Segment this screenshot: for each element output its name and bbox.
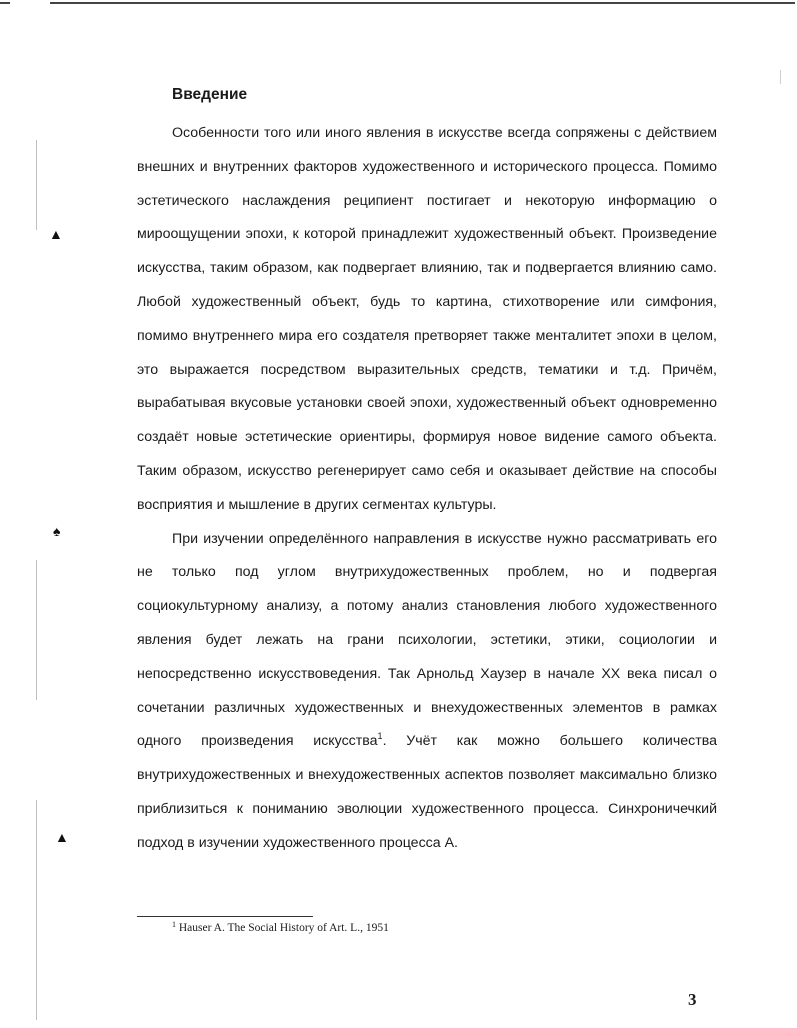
paragraph-text: При изучении определённого направления в искусстве нужно рассматривать его не только под углом внутрихудожественных проблем, но и подвергая социокультурному анализу, а потому анализ становления любого художественного явления будет лежать на грани психологии, эстетики, этики, социологии и непосредственно искусствоведения. Так Арнольд Хаузер в начале XX века писал о сочетании различных художественных и внехудожественных элементов в рамках одного произведения искусства <box>137 530 717 750</box>
punch-hole-mark: ♠ <box>53 523 61 539</box>
scan-artifact-line <box>780 70 781 84</box>
footnote-reference: 1 <box>377 731 383 742</box>
footnote-text: Hauser A. The Social History of Art. L., 1951 <box>176 922 389 934</box>
paragraph: Особенности того или иного явления в искусстве всегда сопряжены с действием внешних и внутренних факторов художественного и исторического процесса. Помимо эстетического наслаждения реципиент постигает и некоторую информацию о мироощущении эпохи, к которой принадлежит художественный объект. Произведение искусства, таким образом, как подвергает влиянию, так и подвергается влиянию само. Любой художественный объект, будь то картина, стихотворение или симфония, помимо внутреннего мира его создателя претворяет также менталитет эпохи в целом, это выражается посредством выразительных средств, тематики и т.д. Причём, вырабатывая вкусовые установки своей эпохи, художественный объект одновременно создаёт новые эстетические ориентиры, формируя новое видение самого объекта. Таким образом, искусство регенерирует само себя и оказывает действие на способы восприятия и мышление в других сегментах культуры. <box>137 125 717 513</box>
footnote <box>172 922 389 934</box>
top-scan-rule-gap <box>10 1 50 5</box>
footnote-separator <box>137 916 313 917</box>
top-scan-rule <box>0 2 795 4</box>
paragraph-text: . Учёт как можно большего количества внутрихудожественных и внехудожественных аспектов позволяет максимально близко приблизиться к пониманию эволюции художественного процесса. Синхроничечкий подход в изучении художественного процесса А. <box>137 733 717 851</box>
punch-hole-mark: ▲ <box>49 226 63 242</box>
body-text <box>137 117 717 861</box>
page-number: 3 <box>688 990 697 1009</box>
scan-artifact-line <box>36 560 37 700</box>
paragraph <box>137 523 717 861</box>
scan-artifact-line <box>36 800 37 1020</box>
page-heading: Введение <box>172 86 248 103</box>
punch-hole-mark: ▲ <box>55 829 69 845</box>
footnote-number: 1 <box>172 920 176 929</box>
scan-artifact-line <box>36 140 37 230</box>
